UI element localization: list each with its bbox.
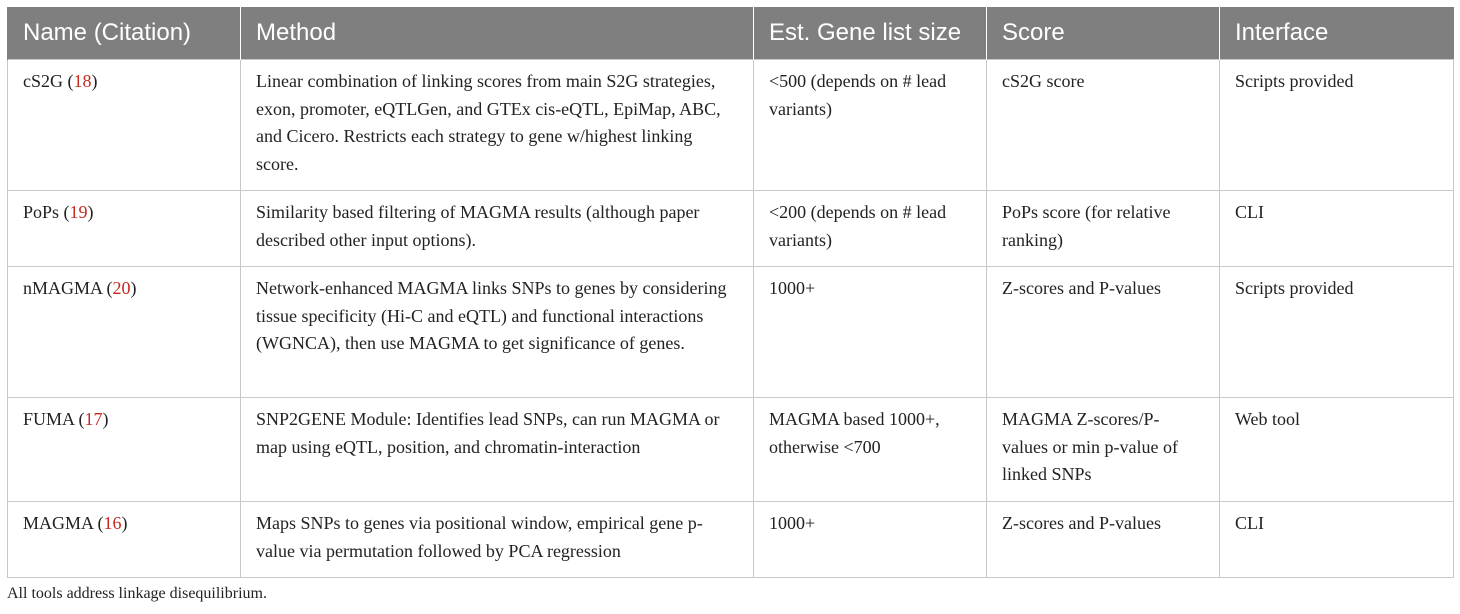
cell-name: FUMA (17) xyxy=(8,398,241,502)
table-row xyxy=(8,191,1454,267)
cell-name: MAGMA (16) xyxy=(8,502,241,578)
tool-name: PoPs xyxy=(23,202,60,222)
header-interface: Interface xyxy=(1220,7,1454,60)
cell-interface: CLI xyxy=(1220,502,1454,578)
citation-link[interactable]: 18 xyxy=(73,71,92,91)
cell-score: Z-scores and P-values xyxy=(987,502,1220,578)
tool-name: FUMA xyxy=(23,409,75,429)
cell-name: nMAGMA (20) xyxy=(8,267,241,398)
cell-method: Network-enhanced MAGMA links SNPs to genes by considering tissue specificity (Hi-C and eQTL) and functional interactions (WGNCA), then use MAGMA to get significance of genes. xyxy=(241,267,754,398)
citation-link[interactable]: 20 xyxy=(112,278,131,298)
cell-gene-list-size: 1000+ xyxy=(754,267,987,398)
table-row xyxy=(8,398,1454,502)
cell-method: Similarity based filtering of MAGMA results (although paper described other input options). xyxy=(241,191,754,267)
cell-interface: Web tool xyxy=(1220,398,1454,502)
cell-interface: CLI xyxy=(1220,191,1454,267)
tool-name: nMAGMA xyxy=(23,278,103,298)
citation-link[interactable]: 17 xyxy=(84,409,103,429)
citation-link[interactable]: 16 xyxy=(103,513,122,533)
cell-interface: Scripts provided xyxy=(1220,60,1454,191)
cell-score: PoPs score (for relative ranking) xyxy=(987,191,1220,267)
cell-method: Maps SNPs to genes via positional window, empirical gene p-value via permutation followed by PCA regression xyxy=(241,502,754,578)
header-gene-list-size: Est. Gene list size xyxy=(754,7,987,60)
cell-interface: Scripts provided xyxy=(1220,267,1454,398)
cell-gene-list-size: <200 (depends on # lead variants) xyxy=(754,191,987,267)
table-footnote: All tools address linkage disequilibrium. xyxy=(7,585,267,602)
table-header-row xyxy=(8,7,1454,60)
header-name-citation: Name (Citation) xyxy=(8,7,241,60)
cell-method: Linear combination of linking scores from main S2G strategies, exon, promoter, eQTLGen, and GTEx cis-eQTL, EpiMap, ABC, and Cicero. Restricts each strategy to gene w/highest linking score. xyxy=(241,60,754,191)
tools-table-container xyxy=(7,7,1453,578)
citation-link[interactable]: 19 xyxy=(69,202,88,222)
table-row xyxy=(8,267,1454,398)
header-score: Score xyxy=(987,7,1220,60)
cell-gene-list-size: 1000+ xyxy=(754,502,987,578)
tool-name: cS2G xyxy=(23,71,63,91)
table-row xyxy=(8,502,1454,578)
cell-gene-list-size: <500 (depends on # lead variants) xyxy=(754,60,987,191)
cell-name: cS2G (18) xyxy=(8,60,241,191)
cell-score: Z-scores and P-values xyxy=(987,267,1220,398)
table-row xyxy=(8,60,1454,191)
cell-score: cS2G score xyxy=(987,60,1220,191)
header-method: Method xyxy=(241,7,754,60)
cell-gene-list-size: MAGMA based 1000+, otherwise <700 xyxy=(754,398,987,502)
tools-comparison-table xyxy=(7,7,1454,578)
cell-name: PoPs (19) xyxy=(8,191,241,267)
cell-method: SNP2GENE Module: Identifies lead SNPs, can run MAGMA or map using eQTL, position, and chromatin-interaction xyxy=(241,398,754,502)
cell-score: MAGMA Z-scores/P-values or min p-value of linked SNPs xyxy=(987,398,1220,502)
tool-name: MAGMA xyxy=(23,513,94,533)
